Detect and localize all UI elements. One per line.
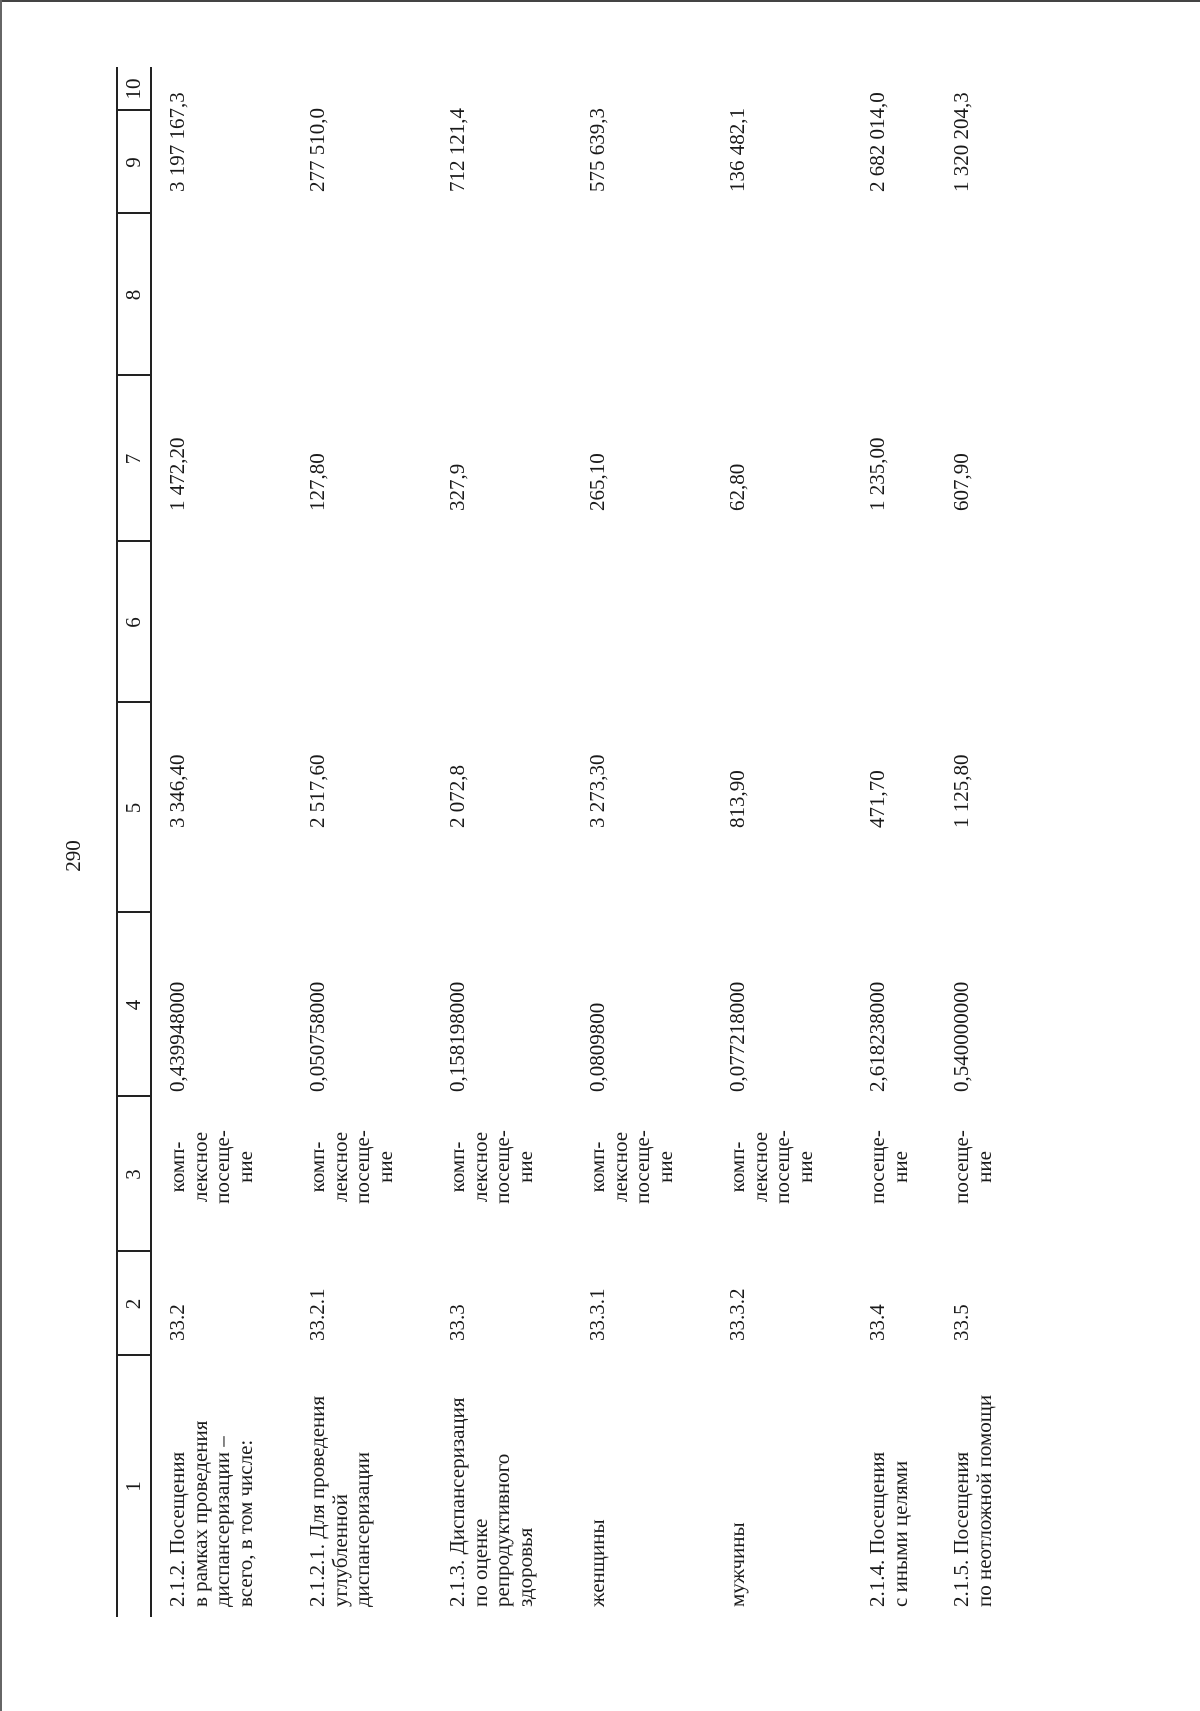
row-name-line: 2.1.3. Диспансеризация <box>445 1397 469 1607</box>
row-name <box>166 1359 256 1607</box>
row-unit-line: ние <box>887 1151 912 1183</box>
row-unit-line: посеще- <box>630 1130 654 1204</box>
row-value-col7: 1 472,20 <box>165 437 189 511</box>
row-value-col7: 1 235,00 <box>865 437 889 511</box>
row-cost: 2 517,60 <box>305 754 329 828</box>
row-cost: 1 125,80 <box>949 754 973 828</box>
row-unit-line: ние <box>232 1151 257 1183</box>
column-header: 2 <box>121 1298 145 1310</box>
row-code: 33.3.1 <box>585 1288 609 1341</box>
row-unit <box>166 1112 256 1222</box>
column-header: 9 <box>121 157 145 168</box>
row-name-line: 2.1.4. Посещения <box>865 1451 889 1607</box>
column-header: 6 <box>121 617 145 628</box>
row-total: 2 682 014,0 <box>865 92 889 192</box>
row-total: 1 320 204,3 <box>949 92 973 192</box>
row-code: 33.5 <box>949 1304 973 1341</box>
row-unit <box>866 1112 911 1222</box>
row-unit-line: лексное <box>187 1131 212 1203</box>
row-unit-line: посеще- <box>865 1130 889 1204</box>
row-rate: 0,439948000 <box>165 981 189 1092</box>
row-name <box>866 1359 911 1607</box>
data-table <box>116 67 1150 1617</box>
row-name-line: диспансеризации – <box>210 1436 234 1607</box>
column-header: 1 <box>121 1481 145 1492</box>
row-rate: 0,077218000 <box>725 981 749 1092</box>
row-code: 33.4 <box>865 1304 889 1341</box>
row-unit-line: лексное <box>467 1131 492 1203</box>
row-cost: 471,70 <box>865 770 889 828</box>
row-unit-line: лексное <box>747 1131 772 1203</box>
row-unit-line: посеще- <box>350 1130 374 1204</box>
row-unit-line: ние <box>971 1151 996 1183</box>
row-cost: 813,90 <box>725 770 749 828</box>
row-rate: 0,540000000 <box>949 981 973 1092</box>
row-unit-line: ние <box>512 1151 537 1183</box>
row-unit-line: посеще- <box>210 1130 234 1204</box>
column-header: 8 <box>121 289 145 301</box>
row-name-line: здоровья <box>512 1527 537 1607</box>
row-unit <box>586 1112 676 1222</box>
row-unit-line: посеще- <box>770 1130 794 1204</box>
row-name <box>726 1359 749 1607</box>
row-code: 33.3 <box>445 1304 469 1341</box>
row-cost: 2 072,8 <box>445 765 469 828</box>
column-header: 7 <box>121 453 145 465</box>
row-unit <box>446 1112 536 1222</box>
row-name-line: углубленной <box>327 1494 352 1607</box>
row-unit <box>726 1112 816 1222</box>
row-value-col7: 62,80 <box>725 463 749 511</box>
row-total: 136 482,1 <box>725 108 749 192</box>
row-name-line: репродуктивного <box>490 1453 514 1607</box>
row-name <box>950 1359 995 1607</box>
row-unit-line: комп- <box>165 1141 189 1193</box>
row-name-line: с иными целями <box>887 1460 912 1607</box>
row-rate: 0,0809800 <box>585 1002 609 1092</box>
row-code: 33.2 <box>165 1304 189 1341</box>
row-name-line: 2.1.2. Посещения <box>165 1451 189 1607</box>
row-unit-line: посеще- <box>949 1130 973 1204</box>
row-unit <box>306 1112 396 1222</box>
row-name <box>306 1359 374 1607</box>
row-unit-line: комп- <box>445 1141 469 1193</box>
row-rate: 0,158198000 <box>445 981 469 1092</box>
row-unit-line: комп- <box>725 1141 749 1193</box>
row-cost: 3 273,30 <box>585 754 609 828</box>
row-unit-line: ние <box>792 1151 817 1183</box>
row-value-col7: 127,80 <box>305 453 329 511</box>
row-code: 33.3.2 <box>725 1288 749 1341</box>
row-code: 33.2.1 <box>305 1288 329 1341</box>
column-header: 4 <box>121 999 145 1011</box>
row-value-col7: 327,9 <box>445 463 469 511</box>
row-name-line: по оценке <box>467 1518 492 1607</box>
row-name <box>586 1359 609 1607</box>
page-number: 290 <box>61 840 85 872</box>
row-value-col7: 265,10 <box>585 453 609 511</box>
table-container <box>116 67 1150 1617</box>
row-total: 712 121,4 <box>445 108 469 192</box>
row-unit <box>950 1112 995 1222</box>
row-name-line: женщины <box>585 1519 609 1607</box>
row-unit-line: ние <box>652 1151 677 1183</box>
row-unit-line: лексное <box>327 1131 352 1203</box>
row-name-line: по неотложной помощи <box>971 1394 996 1607</box>
row-unit-line: комп- <box>305 1141 329 1193</box>
scan-edge-left <box>0 0 2 1711</box>
row-unit-line: ние <box>372 1151 397 1183</box>
row-value-col7: 607,90 <box>949 453 973 511</box>
scan-edge-top <box>0 0 1200 2</box>
row-name-line: 2.1.2.1. Для проведения <box>305 1395 329 1607</box>
row-name-line: 2.1.5. Посещения <box>949 1451 973 1607</box>
column-header: 3 <box>121 1169 145 1180</box>
row-name <box>446 1359 536 1607</box>
row-rate: 0,050758000 <box>305 981 329 1092</box>
row-unit-line: посеще- <box>490 1130 514 1204</box>
header-bottom-rule <box>150 67 152 1617</box>
row-name-line: мужчины <box>725 1522 749 1607</box>
column-header: 10 <box>121 78 145 100</box>
row-name-line: в рамках проведения <box>187 1420 212 1607</box>
row-cost: 3 346,40 <box>165 754 189 828</box>
row-name-line: всего, в том числе: <box>232 1439 257 1607</box>
row-unit-line: лексное <box>607 1131 632 1203</box>
row-total: 277 510,0 <box>305 108 329 192</box>
row-unit-line: комп- <box>585 1141 609 1193</box>
row-total: 575 639,3 <box>585 108 609 192</box>
row-total: 3 197 167,3 <box>165 92 189 192</box>
row-name-line: диспансеризации <box>350 1451 374 1607</box>
column-header: 5 <box>121 802 145 814</box>
row-rate: 2,618238000 <box>865 981 889 1092</box>
